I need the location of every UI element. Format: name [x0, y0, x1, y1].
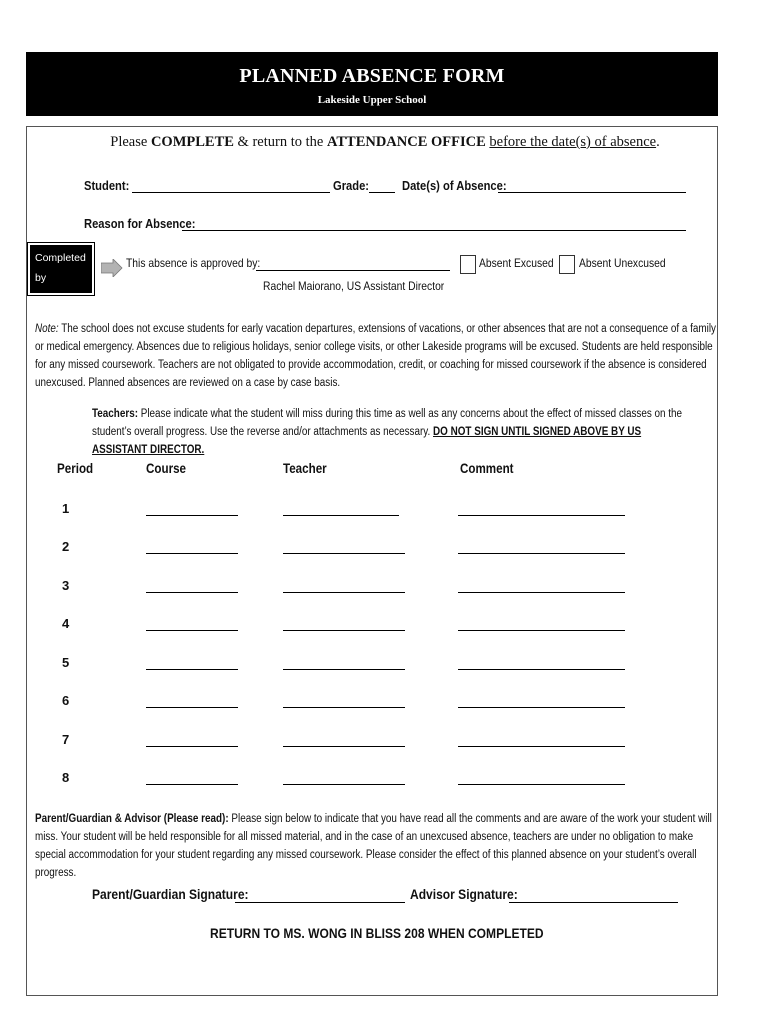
course-field[interactable]	[146, 553, 238, 554]
course-field[interactable]	[146, 515, 238, 516]
teacher-field[interactable]	[283, 784, 405, 785]
teachers-label: Teachers:	[92, 408, 138, 420]
comment-field[interactable]	[458, 746, 625, 747]
comment-field[interactable]	[458, 784, 625, 785]
complete-emphasis: COMPLETE	[150, 134, 234, 150]
header-comment: Comment	[460, 461, 514, 476]
absent-excused-checkbox[interactable]	[460, 255, 476, 274]
form-title: PLANNED ABSENCE FORM	[239, 65, 505, 87]
dates-field[interactable]	[498, 192, 686, 193]
teacher-field[interactable]	[283, 592, 405, 593]
approved-by-label: This absence is approved by:	[126, 256, 261, 270]
parent-paragraph: Parent/Guardian & Advisor (Please read): Please sign below to indicate that you have read all the comments and are aware of the work your student will miss. Your student will be held responsible for all missed material, and in the case of an unexcused absence, teachers are under no obligation to make special accommodation for your student regarding any missed coursework. Please consider the effect of this planned absence on your student’s overall progress.	[35, 813, 712, 879]
period-number: 6	[62, 693, 70, 708]
student-label: Student:	[84, 178, 130, 193]
teacher-field[interactable]	[283, 630, 405, 631]
form-header	[26, 52, 718, 116]
school-name: Lakeside Upper School	[317, 94, 427, 106]
parent-signature-label: Parent/Guardian Signature:	[92, 886, 249, 902]
teachers-warning: DO NOT SIGN UNTIL SIGNED ABOVE BY US ASSISTANT DIRECTOR.	[92, 426, 642, 456]
return-instruction: RETURN TO MS. WONG IN BLISS 208 WHEN COMPLETED	[210, 925, 544, 941]
student-field[interactable]	[132, 192, 330, 193]
note-label: Note:	[35, 323, 59, 335]
period-number: 1	[62, 501, 70, 516]
reason-label: Reason for Absence:	[84, 216, 196, 231]
teacher-field[interactable]	[283, 553, 405, 554]
advisor-signature-label: Advisor Signature:	[410, 886, 518, 902]
absent-unexcused-checkbox[interactable]	[559, 255, 575, 274]
grade-label: Grade:	[333, 178, 370, 193]
advisor-signature-field[interactable]	[509, 902, 678, 903]
teacher-field[interactable]	[283, 746, 405, 747]
comment-field[interactable]	[458, 592, 625, 593]
note-paragraph: Note: The school does not excuse students for early vacation departures, extensions of vacations, or other absences that are not a consequence of a family or medical emergency. Absences due to religious holidays, senior college visits, or other Lakeside programs will be excused. Students are held responsible for any missed coursework. Teachers are not obligated to provide accommodation, credit, or coaching for missed coursework if the absence is considered unexcused. Planned absences are reviewed on a case by case basis.	[35, 323, 716, 389]
teachers-paragraph: Teachers: Please indicate what the student will miss during this time as well as any concerns about the effect of missed classes on the student’s overall progress. Use the reverse and/or attachments as necessary. DO NOT SIGN UNTIL SIGNED ABOVE BY US ASSISTANT DIRECTOR.	[92, 408, 683, 456]
course-field[interactable]	[146, 592, 238, 593]
attendance-office-emphasis: ATTENDANCE OFFICE	[326, 134, 486, 150]
teacher-field[interactable]	[283, 515, 399, 516]
comment-field[interactable]	[458, 630, 625, 631]
comment-field[interactable]	[458, 553, 625, 554]
header-teacher: Teacher	[283, 461, 327, 476]
reason-field[interactable]	[182, 230, 686, 231]
teacher-field[interactable]	[283, 707, 405, 708]
period-number: 8	[62, 770, 70, 785]
period-number: 4	[62, 616, 70, 631]
comment-field[interactable]	[458, 669, 625, 670]
period-number: 5	[62, 655, 70, 670]
absent-unexcused-label: Absent Unexcused	[579, 256, 666, 270]
header-period: Period	[57, 461, 94, 476]
deadline-text: before the date(s) of absence	[489, 134, 657, 150]
header-course: Course	[146, 461, 187, 476]
period-number: 2	[62, 539, 70, 554]
parent-signature-field[interactable]	[235, 902, 405, 903]
course-field[interactable]	[146, 746, 238, 747]
course-field[interactable]	[146, 707, 238, 708]
absent-excused-label: Absent Excused	[479, 256, 554, 270]
period-number: 7	[62, 732, 70, 747]
teacher-field[interactable]	[283, 669, 405, 670]
approver-name: Rachel Maiorano, US Assistant Director	[263, 279, 445, 293]
comment-field[interactable]	[458, 707, 625, 708]
course-field[interactable]	[146, 630, 238, 631]
comment-field[interactable]	[458, 515, 625, 516]
course-field[interactable]	[146, 784, 238, 785]
course-field[interactable]	[146, 669, 238, 670]
period-number: 3	[62, 578, 70, 593]
instruction-line: Please COMPLETE & return to the ATTENDANCE OFFICE before the date(s) of absence.	[110, 134, 660, 150]
arrow-icon	[101, 259, 123, 277]
approver-signature-line[interactable]	[256, 270, 450, 271]
completed-by-badge: Completed by US Director	[30, 245, 92, 293]
grade-field[interactable]	[369, 192, 395, 193]
dates-label: Date(s) of Absence:	[402, 178, 507, 193]
parent-label: Parent/Guardian & Advisor (Please read):	[35, 813, 229, 825]
